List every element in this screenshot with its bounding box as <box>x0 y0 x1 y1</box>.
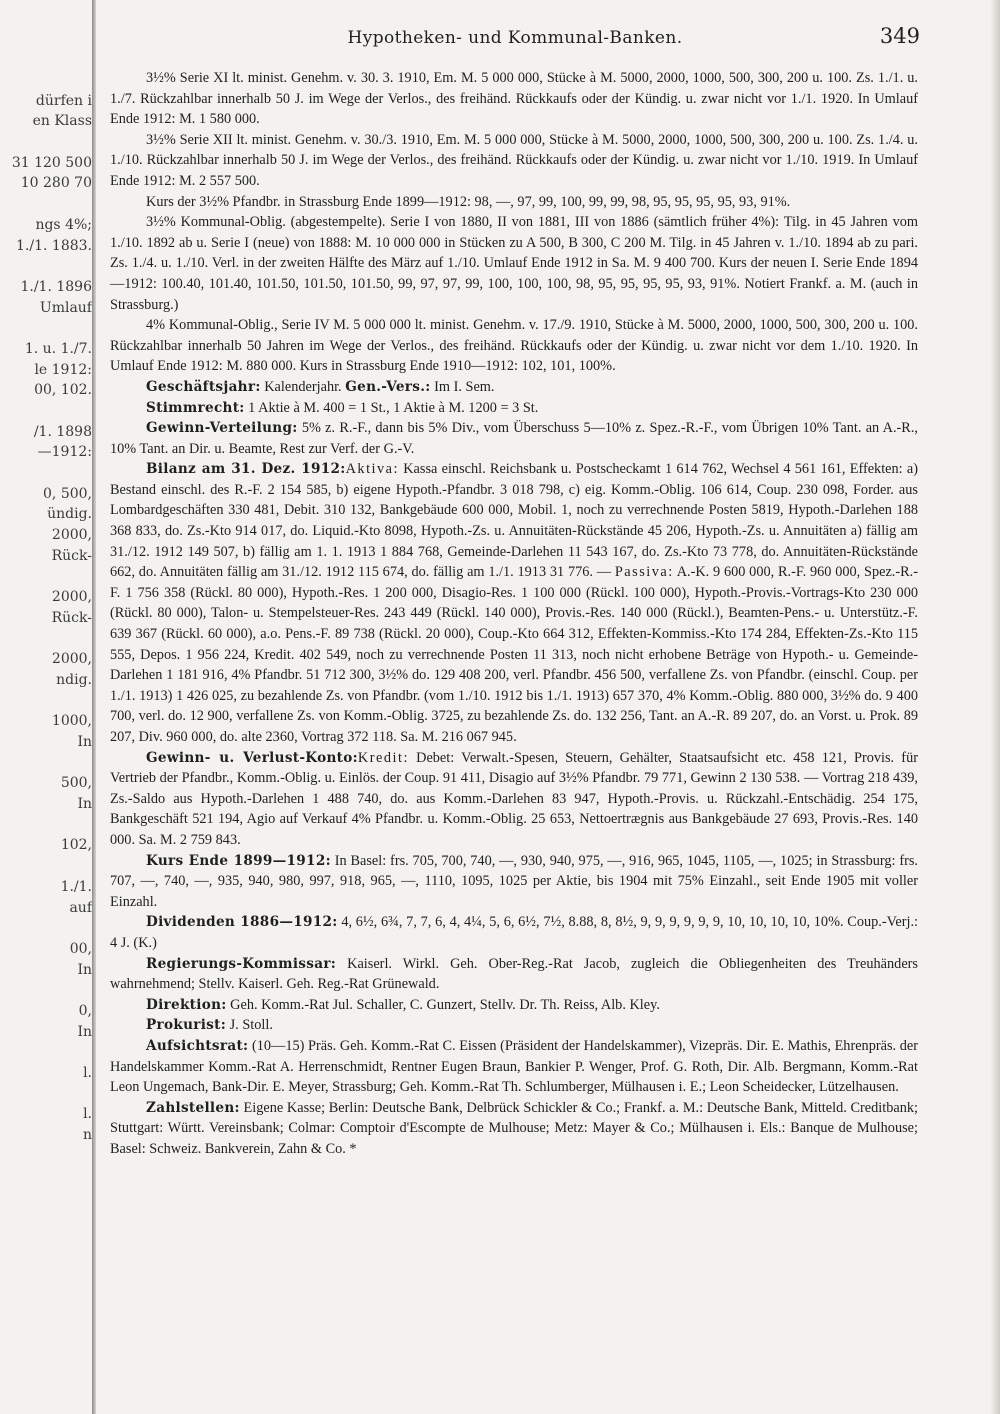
paragraph-text: 4, 6½, 6¾, 7, 7, 6, 4, 4¼, 5, 6, 6½, 7½, 8.88, 8, 8½, 9, 9, 9, 9, 9, 9, 10, 10, 10, 10, 10%. Coup.-Verj.: 4 J. (K.) <box>110 914 918 951</box>
fragment-line: le 1912: <box>34 361 92 378</box>
paragraph-text: Eigene Kasse; Berlin: Deutsche Bank, Delbrück Schickler & Co.; Frankf. a. M.: Deutsche Bank, Mitteld. Creditbank; Stuttgart: Württ. Vereinsbank; Colmar: Comptoir d'Escompte de Mulhouse; Metz: Mayer & Co.; Mülhausen i. Els.: Banque de Mulhouse; Basel: Schweiz. Bankverein, Zahn & Co. * <box>110 1099 918 1157</box>
page-header <box>110 24 920 52</box>
paragraph-text: A.-K. 9 600 000, R.-F. 960 000, Spez.-R.-F. 1 756 358 (Rückl. 80 000), Hypoth.-Res. 1 200 000, Disagio-Res. 1 100 000 (Rückl. 100 000), Hypoth.-Provis.-Vortrags-Kto 230 000 (Rückl. 80 000), Talon- u. Stempelsteuer-Res. 243 449 (Rückl. 140 000), Provis.-Res. 140 000 (Rückl.), Beamten-Pens.- u. Unterstütz.-F. 639 367 (Rückl. 60 000), a.o. Pens.-F. 89 738 (Rückl. 20 000), Coup.-Kto 664 312, Effekten-Kommiss.-Kto 174 284, Effekten-Zs.-Kto 115 555, Depos. 1 956 224, Kredit. 402 549, noch zu verrechnende Posten 11 313, noch nicht erhobene Beträge von Hypoth.- u. Gemeinde-Darlehen 1 181 916, 4% Pfandbr. 51 712 300, 3½% do. 129 408 200, verl. Pfandbr. 456 500, verfallene Zs. von Pfandbr. (einschl. Coup. per 1./1. 1913) 1 426 025, zu bezahlende Zs. von Pfandbr. (vom 1./10. 1912 bis 1./1. 1913) 657 370, 4% Komm.-Oblig. 880 000, 3½% do. 9 400 700, verl. do. 12 900, verfallene Zs. von Komm.-Oblig. 3725, zu bezahlende Zs. do. 132 256, Tant. an A.-R. 89 207, do. an Vorst. u. Prok. 89 207, Div. 960 000, do. alte 2360, Vortrag 372 118. Sa. M. 216 067 945. <box>110 564 918 745</box>
fragment-line: Rück- <box>51 609 92 626</box>
previous-page-fragments <box>0 70 92 1410</box>
fragment-line: In <box>77 796 92 813</box>
paragraph-text: Geh. Komm.-Rat Jul. Schaller, C. Gunzert, Stellv. Dr. Th. Reiss, Alb. Kley. <box>226 996 660 1013</box>
fragment-line: 1000, <box>51 713 92 730</box>
fragment-line <box>0 256 92 277</box>
section-label: Kurs Ende 1899—1912: <box>146 852 331 869</box>
section-label: Direktion: <box>146 996 227 1013</box>
section-label: Aufsichtsrat: <box>146 1037 249 1054</box>
fragment-line: In <box>77 734 92 750</box>
fragment-line <box>0 691 92 712</box>
fragment-line: 102, <box>60 837 92 854</box>
paragraph-text: Vortrag 218 439, Zs.-Saldo aus Hypoth.-Darlehen 1 488 740, do. aus Komm.-Darlehen 83 947, Hypoth.-Provis. u. Rückzahl.-Entschädig. 254 175, Bankgeschäft 521 194, Agio auf Verkauf 4% Pfandbr. u. Komm.-Oblig. 25 653, Nettoertrægnis aus Bankgebäude 27 693, Provis.-Res. 140 000. Sa. M. 2 759 843. <box>110 770 918 848</box>
fragment-line <box>0 815 92 836</box>
paragraph-text: Kalenderjahr. <box>260 378 346 395</box>
fragment-line <box>0 856 92 877</box>
fragment-line: n <box>82 1127 92 1144</box>
paragraph <box>110 130 918 192</box>
paragraph <box>110 418 918 459</box>
fragment-line <box>0 318 92 339</box>
fragment-line <box>0 753 92 774</box>
paragraph <box>110 1036 918 1098</box>
fragment-line: 500, <box>60 775 92 792</box>
paragraph-text: Kassa einschl. Reichsbank u. Postscheckamt 1 614 762, Wechsel 4 561 161, Effekten: a) Bestand einschl. des R.-F. 2 154 585, b) eigene Hypoth.-Pfandbr. 3 018 798, c) eig. Komm.-Oblig. 106 614, Coup. 230 098, Forder. aus Lombardgeschäften 330 481, Debit. 310 132, Bankgebäude 600 000, Mobil. 1, noch zu verrechnende Posten 5819, Hypoth.-Darlehen 188 368 833, do. Zs.-Kto 914 017, do. Liquid.-Kto 8098, Hypoth.-Zs. u. Annuitäten-Rückstände 45 206, Hypoth.-Zs. u. Annuitäten a) fällig am 31./12. 1912 149 507, b) fällig am 1. 1. 1913 1 884 768, Gemeinde-Darlehen 11 543 167, do. Zs.-Kto 73 778, do. Annuitäten-Rückstände 662, do. Annuitäten fällig am 31./12. 1912 115 674, do. fällig am 1./1. 1913 31 776. — <box>110 461 918 581</box>
fragment-line: l. <box>83 1065 92 1081</box>
fragment-line <box>0 1042 92 1063</box>
section-label: Stimmrecht: <box>146 399 245 416</box>
fragment-line: 1. u. 1./7. <box>24 340 92 357</box>
fragment-line: Rück- <box>51 547 92 564</box>
spaced-heading: Aktiva: <box>345 461 399 478</box>
page-body <box>110 68 918 1159</box>
spaced-heading: Passiva: <box>614 564 674 581</box>
page-edge <box>990 0 1000 1414</box>
paragraph-text: Kaiserl. Wirkl. Geh. Ober-Reg.-Rat Jacob, zugleich die Obliegenheiten des Treuhänders wahrnehmend; Stellv. Kaiserl. Geh. Reg.-Rat Grünewald. <box>110 955 918 993</box>
fragment-line: auf <box>69 899 92 916</box>
fragment-line: 0, 500, <box>43 485 92 502</box>
fragment-line: 1./1. <box>60 878 92 895</box>
page-number: 349 <box>879 24 920 48</box>
fragment-line: 1./1. 1896 <box>20 278 92 295</box>
fragment-line <box>0 463 92 484</box>
section-label: Gen.-Vers.: <box>345 378 431 395</box>
section-label: Prokurist: <box>146 1017 227 1034</box>
fragment-line: 31 120 500 <box>11 154 92 171</box>
paragraph <box>110 748 918 851</box>
fragment-line: /1. 1898 <box>33 423 92 440</box>
fragment-line: In <box>77 961 92 978</box>
paragraph-text: 1 Aktie à M. 400 = 1 St., 1 Aktie à M. 1200 = 3 St. <box>244 399 539 416</box>
section-label: Geschäftsjahr: <box>146 378 261 395</box>
paragraph-text: 3½% Serie XI lt. minist. Genehm. v. 30. 3. 1910, Em. M. 5 000 000, Stücke à M. 5000, 2000, 1000, 500, 300, 200 u. 100. Zs. 1./1. u. 1./7. Rückzahlbar innerhalb 50 J. im Wege der Verlos., des freihänd. Rückkaufs oder der Kündig. u. zwar nicht vor 1./1. 1920. In Umlauf Ende 1912: M. 1 580 000. <box>110 70 918 128</box>
section-label: Dividenden 1886—1912: <box>146 914 338 931</box>
section-label: Zahlstellen: <box>146 1099 240 1116</box>
fragment-line <box>0 70 92 91</box>
fragment-line: ngs 4%; <box>35 216 92 233</box>
fragment-line: l. <box>83 1106 92 1123</box>
paragraph-text: 4% Kommunal-Oblig., Serie IV M. 5 000 000 lt. minist. Genehm. v. 17./9. 1910, Stücke à M. 5000, 2000, 1000, 500, 300, 200 u. 100. Rückzahlbar innerhalb 50 Jahren im Wege der Verlos., des freihänd. Rückkaufs oder der Kündig. u. zwar nicht vor dem 1./10. 1920. In Umlauf Ende 1912: M. 880 000. Kurs in Strassburg Ende 1910—1912: 102, 101, 100%. <box>110 317 918 375</box>
paragraph-text: Im I. Sem. <box>430 378 495 395</box>
fragment-line: —1912: <box>37 444 92 461</box>
fragment-line <box>0 567 92 588</box>
paragraph <box>110 315 918 377</box>
fragment-line <box>0 629 92 650</box>
fragment-line: In <box>77 1023 92 1040</box>
paragraph <box>110 1098 918 1160</box>
fragment-line: Umlauf <box>39 299 92 316</box>
fragment-line: 2000, <box>51 589 92 606</box>
paragraph <box>110 1015 918 1036</box>
section-label: Bilanz am 31. Dez. 1912: <box>146 461 346 478</box>
paragraph <box>110 851 918 913</box>
paragraph-text: J. Stoll. <box>226 1017 273 1034</box>
paragraph <box>110 459 918 747</box>
paragraph <box>110 192 918 213</box>
paragraph <box>110 377 918 398</box>
paragraph <box>110 68 918 130</box>
spaced-heading: Kredit: <box>357 749 409 766</box>
section-label: Gewinn-Verteilung: <box>146 420 298 437</box>
paragraph-text: In Basel: frs. 705, 700, 740, —, 930, 940, 975, —, 916, 965, 1045, 1105, —, 1025; in Strassburg: frs. 707, —, 740, —, 935, 940, 980, 997, 918, 965, —, 1110, 1095, 1025 per Aktie, bis 1904 mit 75% Einzahl., seit Ende 1905 mit voller Einzahl. <box>110 852 918 910</box>
running-head-title: Hypotheken- und Kommunal-Banken. <box>347 28 683 48</box>
fragment-line: en Klass <box>32 113 92 130</box>
fragment-line: 2000, <box>51 651 92 668</box>
paragraph <box>110 212 918 315</box>
paragraph-text: 3½% Serie XII lt. minist. Genehm. v. 30./3. 1910, Em. M. 5 000 000, Stücke à M. 5000, 2000, 1000, 500, 300, 200 u. 100. Zs. 1./4. u. 1./10. Rückzahlbar innerhalb 50 J. im Wege der Verlos., des freihänd. Rückkaufs oder der Kündig. u. zwar nicht vor 1./10. 1919. In Umlauf Ende 1912: M. 2 557 500. <box>110 131 918 189</box>
fragment-line: 10 280 70 <box>20 175 92 192</box>
fragment-line: 1./1. 1883. <box>16 237 92 254</box>
paragraph-text: 5% z. R.-F., dann bis 5% Div., vom Überschuss 5—10% z. Spez.-R.-F., vom Übrigen 10% Tant. an A.-R., 10% Tant. an Dir. u. Beamte, Rest zur Verf. der G.-V. <box>110 420 918 457</box>
section-label: Regierungs-Kommissar: <box>146 955 337 972</box>
paragraph <box>110 912 918 953</box>
paragraph-text: Kurs der 3½% Pfandbr. in Strassburg Ende 1899—1912: 98, —, 97, 99, 100, 99, 99, 98, 95, 95, 95, 95, 93, 91%. <box>146 193 791 210</box>
fragment-line: 00, 102. <box>34 382 92 399</box>
fragment-line <box>0 918 92 939</box>
fragment-line <box>0 132 92 153</box>
page-gutter-shadow <box>92 0 96 1414</box>
paragraph <box>110 954 918 995</box>
section-label: Gewinn- u. Verlust-Konto: <box>146 749 358 766</box>
fragment-line: dürfen i <box>35 92 92 109</box>
paragraph <box>110 398 918 419</box>
paragraph-text: (10—15) Präs. Geh. Komm.-Rat C. Eissen (Präsident der Handelskammer), Vizepräs. Dir. E. Mathis, Ehrenpräs. der Handelskammer Komm.-Rat A. Herrenschmidt, Rentner Eugen Braun, Bankier P. Wenger, Prof. G. Roth, Dir. Alb. Bergmann, Komm.-Rat Leon Ungemach, Bank-Dir. E. Meyer, Strassburg; Geh. Komm.-Rat Th. Schlumberger, Mülhausen i. E.; Leon Scheidecker, Lützelhausen. <box>110 1037 918 1096</box>
fragment-line: ündig. <box>47 506 92 523</box>
paragraph <box>110 995 918 1016</box>
fragment-line <box>0 401 92 422</box>
fragment-line <box>0 194 92 215</box>
fragment-line <box>0 1084 92 1105</box>
fragment-line <box>0 980 92 1001</box>
fragment-line: 2000, <box>51 527 92 544</box>
paragraph-text: Debet: Verwalt.-Spesen, Steuern, Gehälter, Staatsaufsicht etc. 458 121, Provis. für Vertrieb der Pfandbr., Komm.-Oblig. u. Einlös. der Coup. 91 411, Disagio auf 3½% Pfandbr. 79 771, Gewinn 2 130 538. — <box>110 749 918 787</box>
fragment-line: 00, <box>69 940 92 957</box>
paragraph-text: 3½% Kommunal-Oblig. (abgestempelte). Serie I von 1880, II von 1881, III von 1886 (sämtlich früher 4%): Tilg. in 45 Jahren vom 1./10. 1892 ab u. Serie I (neue) von 1888: M. 10 000 000 in Stücken zu A 500, B 300, C 200 M. Tilg. in 45 Jahren v. 1./10. 1894 ab zu pari. Zs. 1./4. u. 1./10. Verl. in der zweiten Hälfte des März auf 1./10. Umlauf Ende 1912 in Sa. M. 9 400 700. Kurs der neuen I. Serie Ende 1894—1912: 100.40, 101.40, 101.50, 101.50, 101.50, 99, 97, 97, 99, 100, 100, 100, 98, 95, 95, 95, 95, 93, 91%. Notiert Frankf. a. M. (auch in Strassburg.) <box>110 214 918 313</box>
fragment-line: ndig. <box>56 671 92 688</box>
fragment-line: 0, <box>78 1002 92 1019</box>
